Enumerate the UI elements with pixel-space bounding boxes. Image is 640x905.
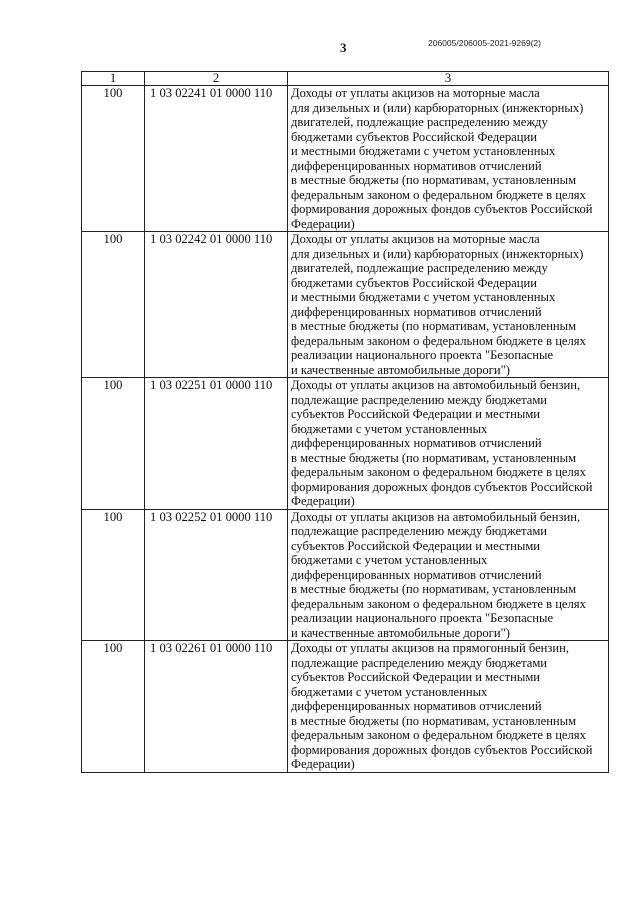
revenue-name-line: для дизельных и (или) карбюраторных (инжекторных) (291, 100, 584, 115)
revenue-name-line: Доходы от уплаты акцизов на автомобильный бензин, (291, 378, 581, 392)
revenue-name-line: дифференцированных нормативов отчислений (291, 304, 542, 319)
revenue-name-line: Доходы от уплаты акцизов на моторные масла (291, 232, 540, 246)
budget-classification-code-cell: 1 03 02261 01 0000 110 (145, 641, 288, 773)
revenue-name-line: для дизельных и (или) карбюраторных (инжекторных) (291, 246, 584, 261)
revenue-name-line: реализации национального проекта "Безопасные (291, 348, 554, 362)
revenue-name-line: бюджетами с учетом установленных (291, 421, 488, 436)
revenue-name-cell (288, 232, 609, 378)
revenue-name-line: федеральным законом о федеральном бюджете в целях (291, 333, 586, 348)
revenue-name-line: федеральным законом о федеральном бюджете в целях (291, 465, 586, 479)
revenue-name-line: в местные бюджеты (по нормативам, установленным (291, 173, 577, 187)
revenue-name-line: дифференцированных нормативов отчислений (291, 158, 542, 173)
table-row (82, 378, 609, 510)
admin-code-cell: 100 (82, 641, 145, 773)
revenue-name-line: формирования дорожных фондов субъектов Российской (291, 202, 593, 216)
column-header-1: 1 (82, 72, 145, 86)
revenue-name-line: бюджетами с учетом установленных (291, 684, 488, 699)
revenue-name-line: дифференцированных нормативов отчислений (291, 567, 542, 582)
revenue-name-cell (288, 86, 609, 232)
revenue-name-line: в местные бюджеты (по нормативам, установленным (291, 713, 577, 728)
revenue-name-line: дифференцированных нормативов отчислений (291, 699, 542, 713)
revenue-name-line: реализации национального проекта "Безопасные (291, 611, 554, 625)
revenue-name-line: федеральным законом о федеральном бюджете в целях (291, 187, 586, 202)
revenue-name-line: в местные бюджеты (по нормативам, установленным (291, 319, 577, 333)
revenue-name-line: подлежащие распределению между бюджетами (291, 524, 548, 538)
admin-code-cell: 100 (82, 232, 145, 378)
revenue-name-line: в местные бюджеты (по нормативам, установленным (291, 582, 577, 596)
revenue-name-line: Федерации) (291, 216, 355, 231)
revenue-name-line: субъектов Российской Федерации и местными (291, 407, 541, 421)
revenue-name-line: двигателей, подлежащие распределению между (291, 115, 548, 129)
document-reference: 206005/206005-2021-9269(2) (428, 38, 541, 48)
table-header-row (82, 72, 609, 86)
budget-classification-code-cell: 1 03 02252 01 0000 110 (145, 509, 288, 641)
table-row (82, 232, 609, 378)
column-header-2: 2 (145, 72, 288, 86)
revenue-table (81, 71, 609, 773)
revenue-name-line: подлежащие распределению между бюджетами (291, 392, 548, 407)
table-row (82, 641, 609, 773)
revenue-name-line: дифференцированных нормативов отчислений (291, 436, 542, 450)
table-row (82, 86, 609, 232)
revenue-name-line: и качественные автомобильные дороги") (291, 362, 510, 377)
revenue-name-line: двигателей, подлежащие распределению между (291, 261, 548, 275)
revenue-name-line: Доходы от уплаты акцизов на автомобильный бензин, (291, 509, 581, 524)
admin-code-cell: 100 (82, 86, 145, 232)
revenue-name-cell (288, 641, 609, 773)
revenue-name-line: субъектов Российской Федерации и местными (291, 670, 541, 684)
budget-classification-code-cell: 1 03 02251 01 0000 110 (145, 378, 288, 510)
revenue-name-line: Доходы от уплаты акцизов на прямогонный бензин, (291, 641, 570, 655)
table-body (82, 86, 609, 773)
column-header-3: 3 (288, 72, 609, 86)
revenue-name-line: бюджетами с учетом установленных (291, 553, 488, 567)
revenue-name-cell (288, 378, 609, 510)
budget-classification-code-cell: 1 03 02241 01 0000 110 (145, 86, 288, 232)
revenue-name-line: формирования дорожных фондов субъектов Российской (291, 479, 593, 494)
revenue-name-line: и местными бюджетами с учетом установленных (291, 290, 556, 304)
revenue-name-line: и местными бюджетами с учетом установленных (291, 144, 556, 158)
revenue-name-line: и качественные автомобильные дороги") (291, 625, 510, 640)
revenue-name-cell (288, 509, 609, 641)
revenue-name-line: федеральным законом о федеральном бюджете в целях (291, 596, 586, 611)
revenue-name-line: бюджетами субъектов Российской Федерации (291, 129, 537, 144)
page-number: 3 (340, 40, 347, 55)
revenue-name-line: Доходы от уплаты акцизов на моторные масла (291, 86, 540, 100)
revenue-name-line: федеральным законом о федеральном бюджете в целях (291, 728, 586, 742)
revenue-name-line: формирования дорожных фондов субъектов Российской (291, 742, 593, 757)
revenue-name-line: субъектов Российской Федерации и местными (291, 538, 541, 553)
revenue-name-line: подлежащие распределению между бюджетами (291, 655, 548, 670)
admin-code-cell: 100 (82, 509, 145, 641)
admin-code-cell: 100 (82, 378, 145, 510)
revenue-name-line: Федерации) (291, 494, 355, 508)
revenue-name-line: в местные бюджеты (по нормативам, установленным (291, 450, 577, 465)
table-row (82, 509, 609, 641)
budget-classification-code-cell: 1 03 02242 01 0000 110 (145, 232, 288, 378)
revenue-name-line: Федерации) (291, 757, 355, 771)
revenue-name-line: бюджетами субъектов Российской Федерации (291, 275, 537, 290)
